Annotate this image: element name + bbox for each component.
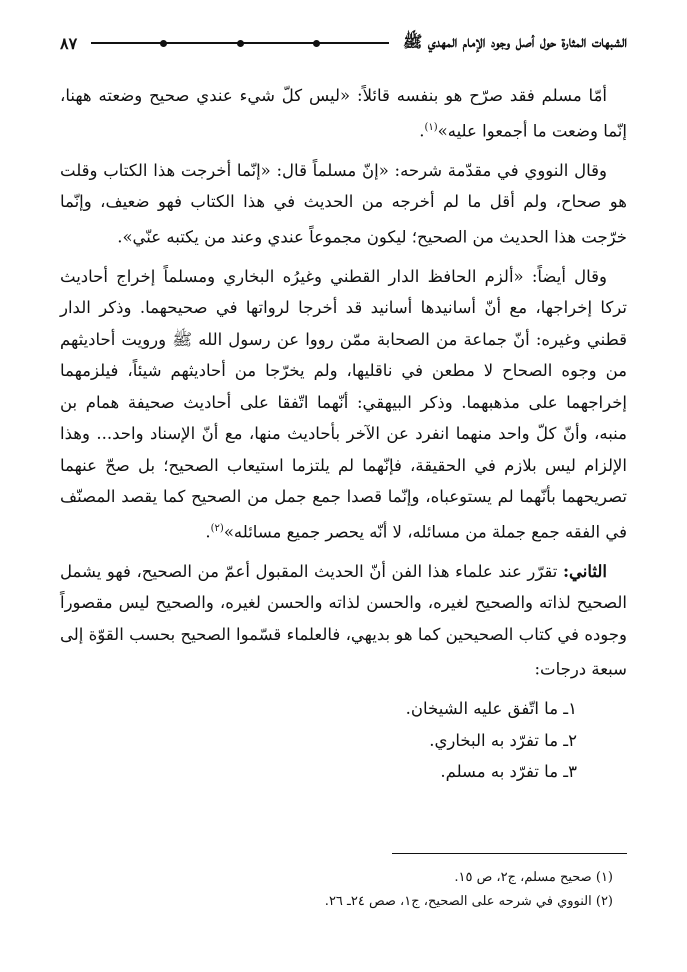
header-title: الشبهات المثارة حول أصل وجود الإمام المهدي ﷺ xyxy=(403,31,627,51)
body-text xyxy=(60,80,627,788)
list-item: ١ـ ما اتّفق عليه الشيخان. xyxy=(405,699,577,718)
footnote: (٢) النووي في شرحه على الصحيح، ج١، صص ٢٤ـ ٢٦. xyxy=(324,894,613,909)
list-item: ٢ـ ما تفرّد به البخاري. xyxy=(429,730,577,750)
ornament-dot-icon xyxy=(237,40,244,47)
footnote-ref: (١) xyxy=(424,121,438,133)
header-ornament-rule xyxy=(91,42,389,44)
paragraph: الثاني: تقرّر عند علماء هذا الفن أنّ الحديث المقبول أعمّ من الصحيح، فهو يشمل الصحيح لذاته والصحيح لغيره، والحسن لذاته والحسن لغيره، والصحيح ليس مقصوراً وجوده في كتاب الصحيحين كما هو بديهي، فالعلماء قسّموا الصحيح بحسب القوّة إلى سبعة درجات: xyxy=(60,561,627,679)
footnote: (١) صحيح مسلم، ج٢، ص ١٥. xyxy=(454,870,613,885)
footnote-divider xyxy=(392,853,627,854)
paragraph: وقال النووي في مقدّمة شرحه: «إنّ مسلماً قال: «إنّما أخرجت هذا الكتاب وقلت هو صحاح، ولم أقل ما لم أخرجه من الحديث في هذا الكتاب فهو ضعيف، وإنّما خرّجت هذا الحديث من الصحيح؛ ليكون مجموعاً عندي وعند من يكتبه عنّي». xyxy=(60,160,627,246)
list-item: ٣ـ ما تفرّد به مسلم. xyxy=(440,762,577,781)
paragraph: وقال أيضاً: «ألزم الحافظ الدار القطني وغيرُه البخاري ومسلماً إخراج أحاديث تركا إخراجها، مع أنّ أسانيدها أسانيد قد أخرجا لرواتها في صحيحهما. وذكر الدار قطني وغيره: أنّ جماعة من الصحابة ممّن رووا عن رسول الله ﷺ ورويت أحاديثهم من وجوه الصحاح لا مطعن في ناقليها، ولم يخرّجا من أحاديثهم شيئاً، فيلزمهما إخراجهما على مذهبهما. وذكر البيهقي: أنّهما اتّفقا على أحاديث صحيفة همام بن منبه، وأنّ كلّ واحد منهما انفرد عن الآخر بأحاديث منها، مع أنّ الإسناد واحد... وهذا الإلزام ليس بلازم في الحقيقة، فإنّهما لم يلتزما استيعاب الصحيح؛ بل صحّ عنهما تصريحهما بأنّهما لم يستوعباه، وإنّما قصدا جمع جمل من الصحيح كما يقصد المصنّف في الفقه جمع جملة من مسائله، لا أنّه يحصر جميع مسائله»$^{(٢)}$. xyxy=(60,266,627,541)
footnote-ref: (٢) xyxy=(210,522,224,534)
section-lead: الثاني: xyxy=(562,561,607,581)
ornament-dot-icon xyxy=(313,40,320,47)
footnotes xyxy=(60,866,627,914)
running-header xyxy=(60,26,627,60)
ornament-dot-icon xyxy=(160,40,167,47)
paragraph: أمّا مسلم فقد صرّح هو بنفسه قائلاً: «ليس كلّ شيء عندي صحيح وضعته ههنا، إنّما وضعت ما أجمعوا عليه»$^{(١)}$. xyxy=(60,86,627,140)
page-number: ٨٧ xyxy=(60,33,78,53)
